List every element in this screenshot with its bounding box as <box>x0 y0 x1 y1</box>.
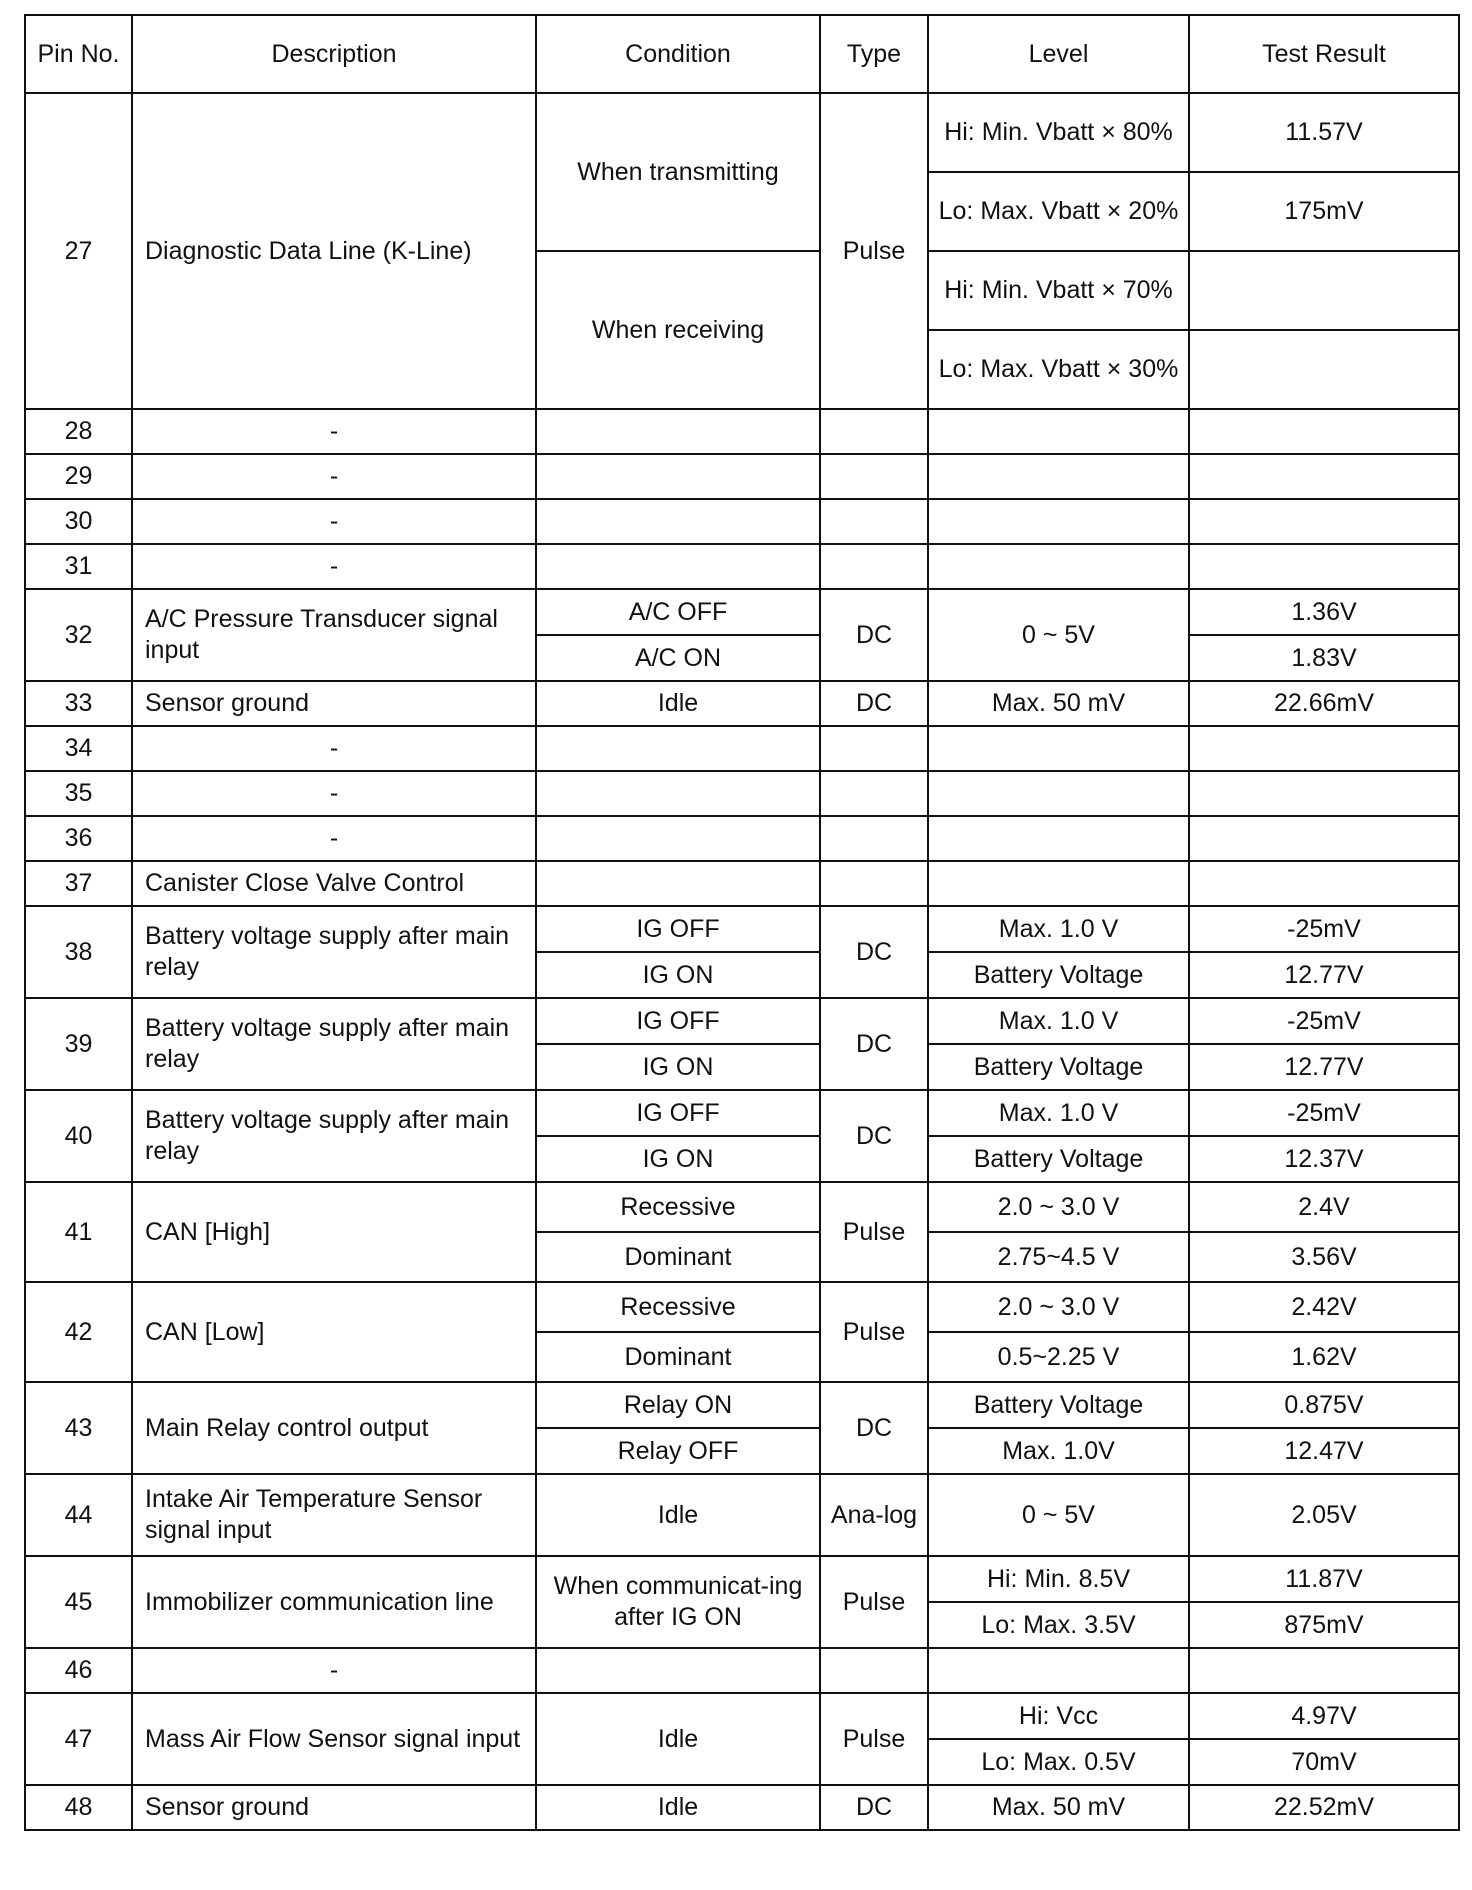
pin-number: 39 <box>25 998 132 1090</box>
signal-type: Pulse <box>820 93 928 409</box>
test-result <box>1189 251 1459 330</box>
table-row <box>25 93 1459 172</box>
description: A/C Pressure Transducer signal input <box>132 589 536 681</box>
header-description: Description <box>132 15 536 93</box>
table-row <box>25 771 1459 816</box>
table-row <box>25 1556 1459 1602</box>
condition: Idle <box>536 1693 820 1785</box>
pin-number: 28 <box>25 409 132 454</box>
test-result: 1.83V <box>1189 635 1459 681</box>
condition: IG OFF <box>536 906 820 952</box>
table-row <box>25 726 1459 771</box>
pin-number: 32 <box>25 589 132 681</box>
table-row <box>25 409 1459 454</box>
level: 0 ~ 5V <box>928 589 1189 681</box>
pin-number: 34 <box>25 726 132 771</box>
signal-type: DC <box>820 1382 928 1474</box>
table-row <box>25 1785 1459 1830</box>
table-row <box>25 1382 1459 1428</box>
condition: Idle <box>536 1474 820 1556</box>
signal-type: DC <box>820 1785 928 1830</box>
level: Max. 1.0 V <box>928 998 1189 1044</box>
header-type: Type <box>820 15 928 93</box>
test-result: 12.77V <box>1189 952 1459 998</box>
signal-type: Pulse <box>820 1556 928 1648</box>
condition: Idle <box>536 1785 820 1830</box>
level: Lo: Max. 3.5V <box>928 1602 1189 1648</box>
pin-number: 45 <box>25 1556 132 1648</box>
condition: Idle <box>536 681 820 726</box>
header-test-result: Test Result <box>1189 15 1459 93</box>
table-row <box>25 1282 1459 1332</box>
test-result: 70mV <box>1189 1739 1459 1785</box>
condition: When communicat-ing after IG ON <box>536 1556 820 1648</box>
condition: Relay OFF <box>536 1428 820 1474</box>
pin-number: 33 <box>25 681 132 726</box>
table-row <box>25 1693 1459 1739</box>
description: Canister Close Valve Control <box>132 861 536 906</box>
description: Intake Air Temperature Sensor signal input <box>132 1474 536 1556</box>
signal-type: Ana-log <box>820 1474 928 1556</box>
test-result: 4.97V <box>1189 1693 1459 1739</box>
test-result: 22.66mV <box>1189 681 1459 726</box>
test-result: 1.36V <box>1189 589 1459 635</box>
test-result: 12.77V <box>1189 1044 1459 1090</box>
header-condition: Condition <box>536 15 820 93</box>
test-result: -25mV <box>1189 1090 1459 1136</box>
table-row <box>25 544 1459 589</box>
table-row <box>25 1090 1459 1136</box>
condition: Recessive <box>536 1282 820 1332</box>
pin-number: 27 <box>25 93 132 409</box>
test-result: 12.47V <box>1189 1428 1459 1474</box>
test-result: 22.52mV <box>1189 1785 1459 1830</box>
signal-type: Pulse <box>820 1693 928 1785</box>
condition: Dominant <box>536 1332 820 1382</box>
pin-number: 37 <box>25 861 132 906</box>
table-row <box>25 589 1459 635</box>
test-result: 11.87V <box>1189 1556 1459 1602</box>
level: 2.0 ~ 3.0 V <box>928 1282 1189 1332</box>
test-result: -25mV <box>1189 906 1459 952</box>
description: - <box>132 499 536 544</box>
pin-table-page <box>24 14 1458 1831</box>
test-result: 2.42V <box>1189 1282 1459 1332</box>
description: - <box>132 816 536 861</box>
level: Lo: Max. Vbatt × 30% <box>928 330 1189 409</box>
pin-number: 30 <box>25 499 132 544</box>
description: Battery voltage supply after main relay <box>132 998 536 1090</box>
description: Diagnostic Data Line (K-Line) <box>132 93 536 409</box>
pin-number: 46 <box>25 1648 132 1693</box>
table-row <box>25 998 1459 1044</box>
signal-type: Pulse <box>820 1182 928 1282</box>
description: - <box>132 544 536 589</box>
test-result: 1.62V <box>1189 1332 1459 1382</box>
description: - <box>132 771 536 816</box>
level: Hi: Min. Vbatt × 70% <box>928 251 1189 330</box>
pin-number: 42 <box>25 1282 132 1382</box>
pin-number: 29 <box>25 454 132 499</box>
level: Lo: Max. 0.5V <box>928 1739 1189 1785</box>
signal-type: DC <box>820 589 928 681</box>
pin-number: 48 <box>25 1785 132 1830</box>
test-result: 12.37V <box>1189 1136 1459 1182</box>
description: Battery voltage supply after main relay <box>132 906 536 998</box>
level: Hi: Min. 8.5V <box>928 1556 1189 1602</box>
condition: Relay ON <box>536 1382 820 1428</box>
test-result: 3.56V <box>1189 1232 1459 1282</box>
test-result: 175mV <box>1189 172 1459 251</box>
pin-number: 41 <box>25 1182 132 1282</box>
description: CAN [High] <box>132 1182 536 1282</box>
level: Hi: Min. Vbatt × 80% <box>928 93 1189 172</box>
condition: IG OFF <box>536 1090 820 1136</box>
table-row <box>25 861 1459 906</box>
level: Max. 1.0 V <box>928 906 1189 952</box>
level: Max. 1.0 V <box>928 1090 1189 1136</box>
description: - <box>132 726 536 771</box>
level: Max. 50 mV <box>928 1785 1189 1830</box>
table-row <box>25 906 1459 952</box>
table-row <box>25 681 1459 726</box>
pin-number: 31 <box>25 544 132 589</box>
table-row <box>25 1182 1459 1232</box>
signal-type: Pulse <box>820 1282 928 1382</box>
condition: A/C OFF <box>536 589 820 635</box>
table-row <box>25 1474 1459 1556</box>
level: Battery Voltage <box>928 1382 1189 1428</box>
condition: Dominant <box>536 1232 820 1282</box>
pin-number: 35 <box>25 771 132 816</box>
test-result <box>1189 330 1459 409</box>
header-level: Level <box>928 15 1189 93</box>
table-row <box>25 1648 1459 1693</box>
condition: A/C ON <box>536 635 820 681</box>
description: Immobilizer communication line <box>132 1556 536 1648</box>
test-result: 2.05V <box>1189 1474 1459 1556</box>
condition: When transmitting <box>536 93 820 251</box>
level: 0.5~2.25 V <box>928 1332 1189 1382</box>
description: Battery voltage supply after main relay <box>132 1090 536 1182</box>
level: Battery Voltage <box>928 952 1189 998</box>
table-row <box>25 816 1459 861</box>
pin-number: 47 <box>25 1693 132 1785</box>
level: 0 ~ 5V <box>928 1474 1189 1556</box>
description: CAN [Low] <box>132 1282 536 1382</box>
description: Mass Air Flow Sensor signal input <box>132 1693 536 1785</box>
description: - <box>132 409 536 454</box>
test-result: 11.57V <box>1189 93 1459 172</box>
description: - <box>132 1648 536 1693</box>
signal-type: DC <box>820 1090 928 1182</box>
signal-type: DC <box>820 681 928 726</box>
header-row <box>25 15 1459 93</box>
header-pin: Pin No. <box>25 15 132 93</box>
level: Lo: Max. Vbatt × 20% <box>928 172 1189 251</box>
description: - <box>132 454 536 499</box>
level: Max. 50 mV <box>928 681 1189 726</box>
test-result: -25mV <box>1189 998 1459 1044</box>
condition: IG ON <box>536 952 820 998</box>
pin-number: 40 <box>25 1090 132 1182</box>
table-row <box>25 454 1459 499</box>
signal-type: DC <box>820 998 928 1090</box>
description: Sensor ground <box>132 681 536 726</box>
condition: IG OFF <box>536 998 820 1044</box>
level: Battery Voltage <box>928 1044 1189 1090</box>
pin-number: 43 <box>25 1382 132 1474</box>
pin-number: 44 <box>25 1474 132 1556</box>
test-result: 2.4V <box>1189 1182 1459 1232</box>
table-row <box>25 499 1459 544</box>
level: Max. 1.0V <box>928 1428 1189 1474</box>
pin-test-table <box>24 14 1460 1831</box>
pin-number: 38 <box>25 906 132 998</box>
level: 2.0 ~ 3.0 V <box>928 1182 1189 1232</box>
description: Sensor ground <box>132 1785 536 1830</box>
level: 2.75~4.5 V <box>928 1232 1189 1282</box>
description: Main Relay control output <box>132 1382 536 1474</box>
condition: IG ON <box>536 1136 820 1182</box>
signal-type: DC <box>820 906 928 998</box>
pin-number: 36 <box>25 816 132 861</box>
level: Hi: Vcc <box>928 1693 1189 1739</box>
condition: Recessive <box>536 1182 820 1232</box>
test-result: 875mV <box>1189 1602 1459 1648</box>
condition: When receiving <box>536 251 820 409</box>
level: Battery Voltage <box>928 1136 1189 1182</box>
test-result: 0.875V <box>1189 1382 1459 1428</box>
condition: IG ON <box>536 1044 820 1090</box>
